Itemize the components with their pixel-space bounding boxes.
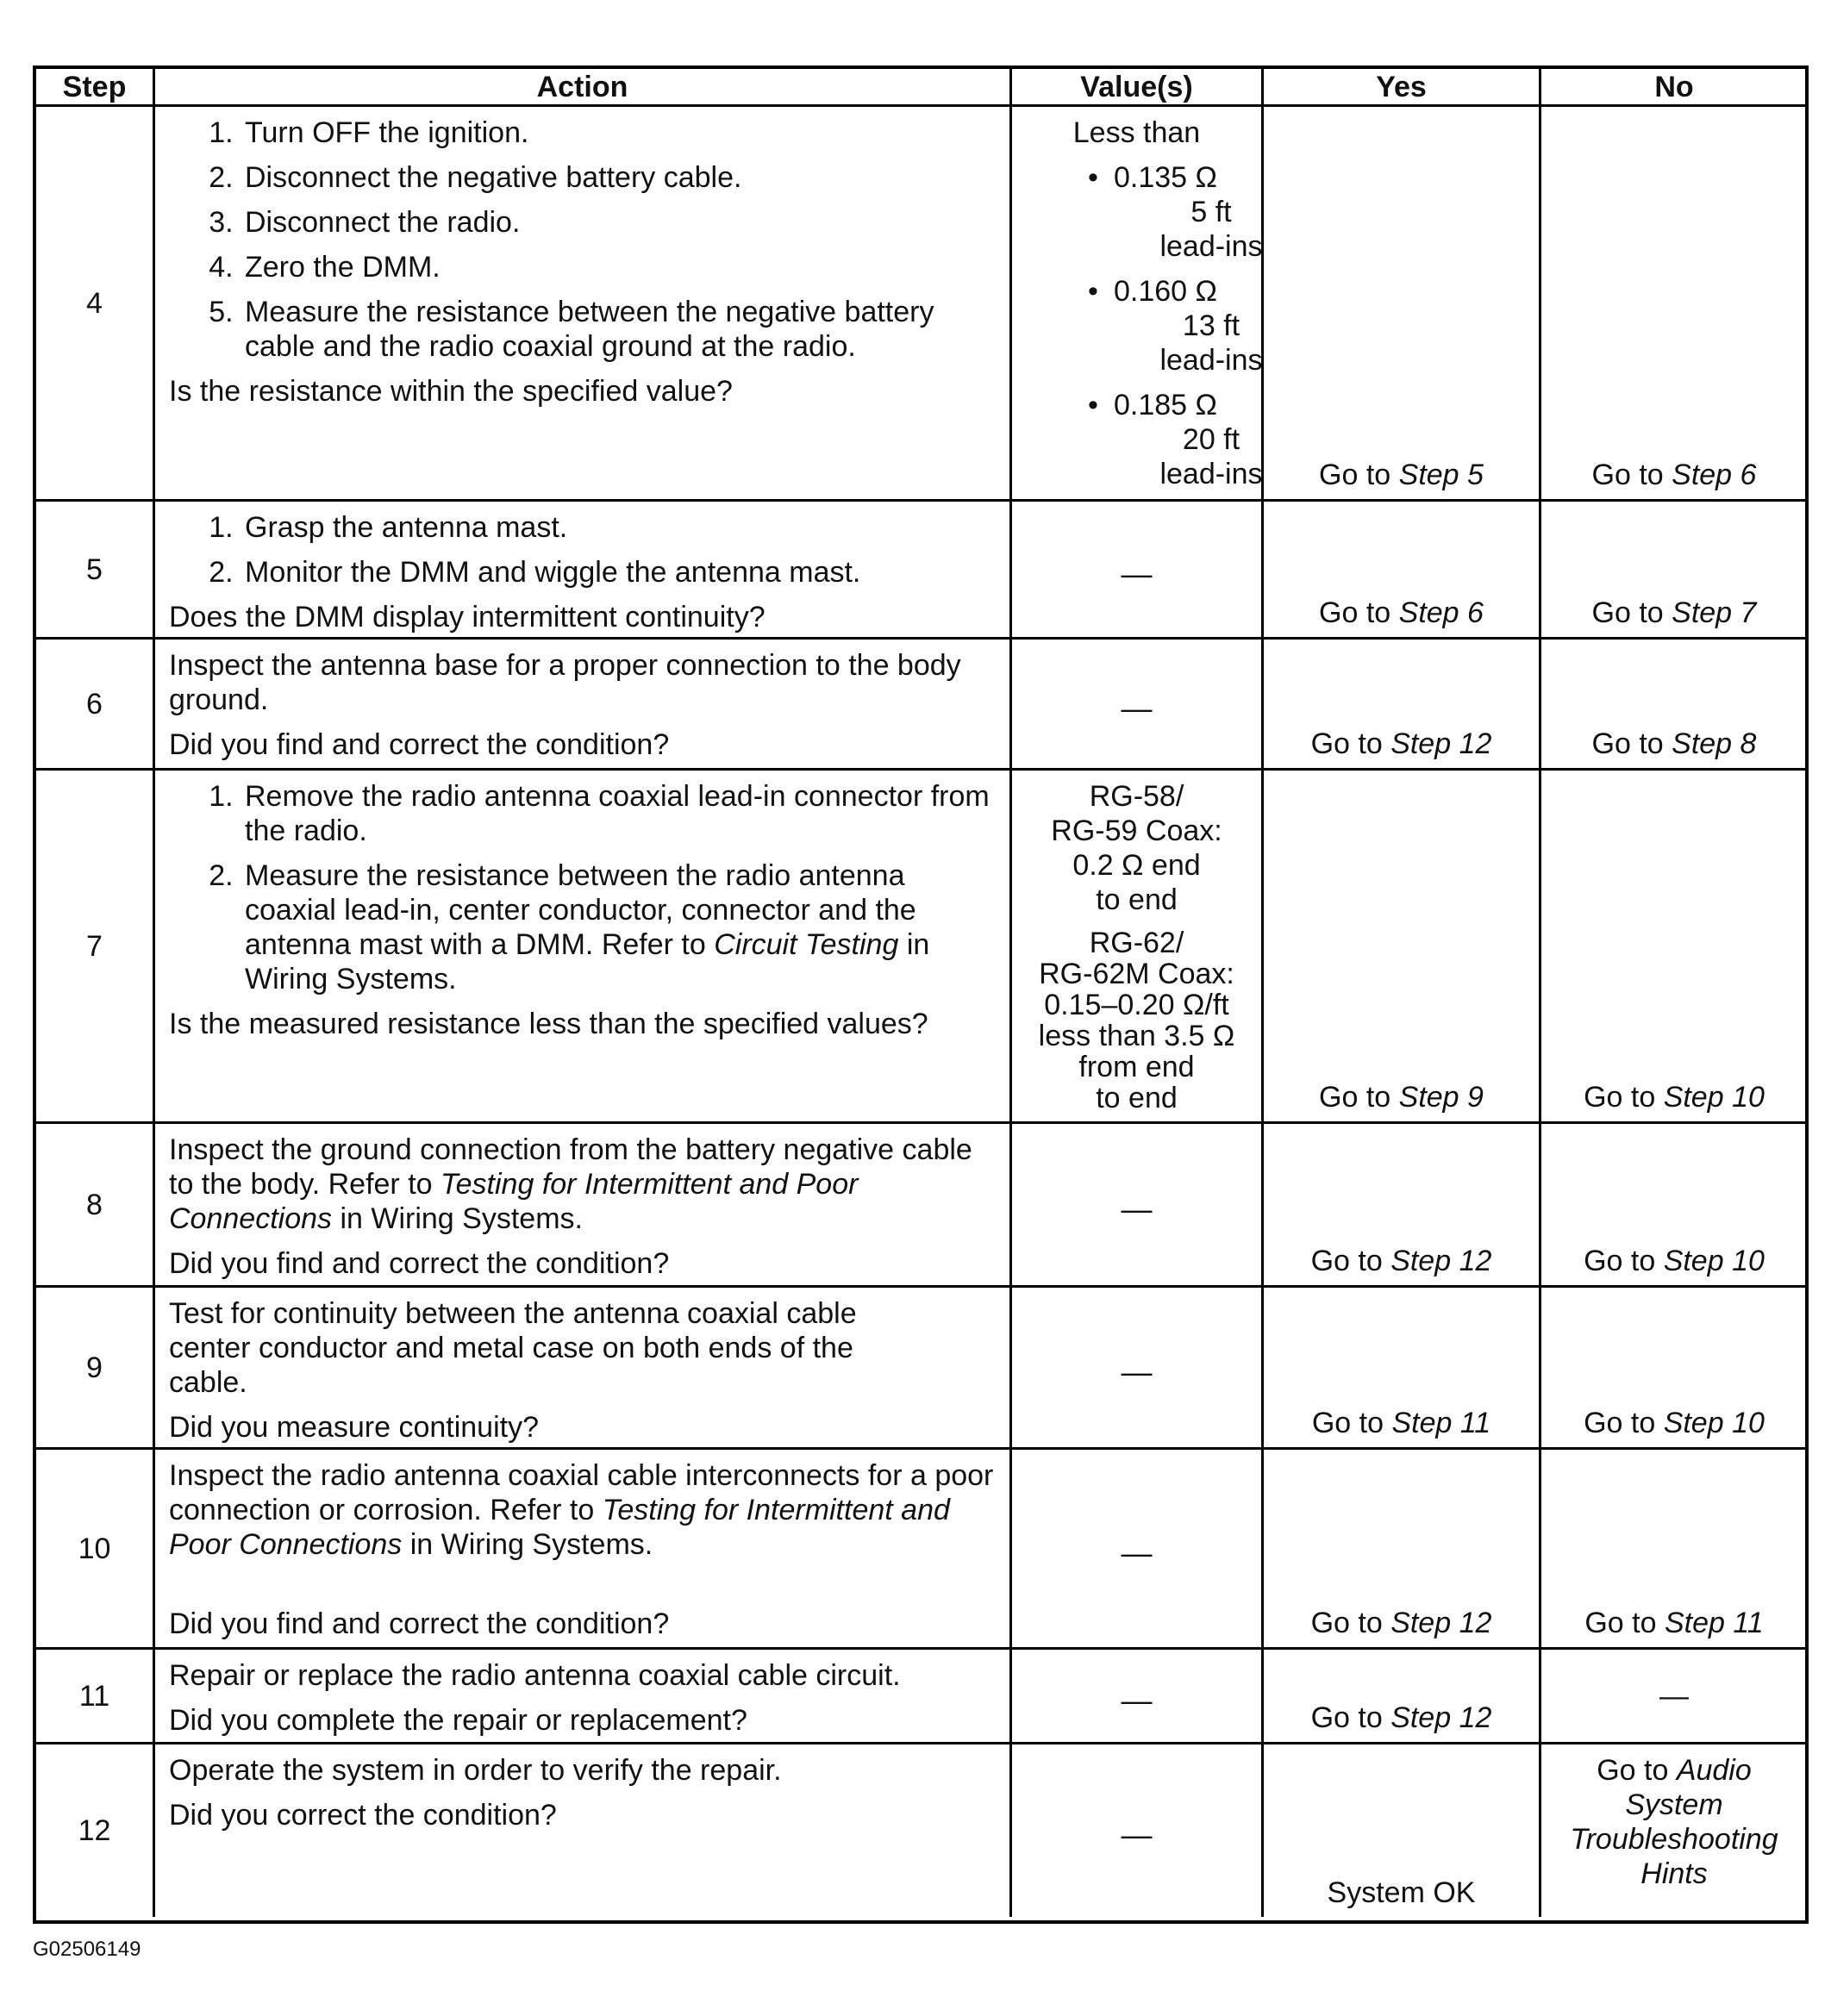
no-cell [1541, 1450, 1807, 1650]
no-cell [1541, 640, 1807, 771]
value-line: from end [1078, 1051, 1195, 1083]
no-cell [1541, 1288, 1807, 1450]
action-cell [155, 771, 1012, 1124]
no-step-link: Step 10 [1663, 1081, 1765, 1114]
no-cell [1541, 1744, 1807, 1917]
yes-step-link: Step 9 [1398, 1081, 1484, 1114]
yes-step-link: Step 12 [1390, 727, 1492, 760]
no-cell [1541, 1124, 1807, 1288]
yes-cell [1264, 107, 1541, 502]
action-question: Is the measured resistance less than the specified values? [169, 1008, 928, 1040]
no-prefix: Go to [1597, 1754, 1677, 1787]
action-item: 1. Remove the radio antenna coaxial lead-in connector from the radio. [241, 779, 997, 848]
spacer [169, 1572, 997, 1607]
action-text: Operate the system in order to verify the repair. [169, 1754, 782, 1787]
yes-cell [1264, 1288, 1541, 1450]
no-prefix: Go to [1584, 1245, 1664, 1277]
action-list [169, 510, 997, 590]
yes-cell: System OK [1264, 1744, 1541, 1917]
value-unit: lead-ins [1159, 344, 1263, 377]
step-number: 6 [36, 640, 155, 771]
yes-step-link: Step 12 [1390, 1245, 1492, 1277]
value-cell: — [1012, 1744, 1264, 1917]
value-line: less than 3.5 Ω [1038, 1020, 1235, 1052]
value-cell: — [1012, 640, 1264, 771]
no-step-link: Step 10 [1663, 1407, 1765, 1439]
action-text: Repair or replace the radio antenna coaxial cable circuit. [169, 1659, 901, 1692]
step-number: 10 [36, 1450, 155, 1650]
action-item: 3. Disconnect the radio. [241, 205, 997, 240]
action-cell [155, 1124, 1012, 1288]
value-block [1019, 779, 1254, 917]
action-cell [155, 1650, 1012, 1744]
value-unit: lead-ins [1159, 458, 1263, 490]
value-cell: — [1012, 502, 1264, 640]
step-number: 12 [36, 1744, 155, 1917]
action-question: Did you correct the condition? [169, 1799, 557, 1832]
yes-prefix: Go to [1319, 459, 1399, 491]
value-cell [1012, 107, 1264, 502]
value-block [1019, 927, 1254, 1114]
no-prefix: Go to [1584, 1607, 1665, 1639]
value-unit: lead-ins [1159, 230, 1263, 263]
action-cell [155, 1450, 1012, 1650]
yes-prefix: Go to [1310, 1701, 1391, 1734]
value-intro: Less than [1072, 116, 1201, 149]
no-prefix: Go to [1591, 459, 1672, 491]
action-text: Inspect the antenna base for a proper connection to the body ground. [169, 649, 961, 716]
header-no: No [1541, 69, 1807, 107]
yes-prefix: Go to [1319, 1081, 1399, 1114]
value-cell: — [1012, 1650, 1264, 1744]
value-cell: — [1012, 1450, 1264, 1650]
action-question: Did you complete the repair or replacement? [169, 1704, 747, 1737]
step-number: 4 [36, 107, 155, 502]
yes-cell [1264, 1124, 1541, 1288]
figure-id: G02506149 [33, 1938, 141, 1961]
header-yes: Yes [1264, 69, 1541, 107]
no-step-link: Step 7 [1672, 596, 1757, 629]
header-values: Value(s) [1012, 69, 1264, 107]
value-item [1088, 388, 1263, 491]
reference-link: Testing for Intermittent and Poor Connections [169, 1168, 859, 1235]
no-step-link: Step 10 [1663, 1245, 1765, 1277]
yes-step-link: Step 12 [1390, 1701, 1492, 1734]
step-number: 8 [36, 1124, 155, 1288]
value-length: 13 ft [1182, 309, 1240, 342]
value-ohms: 0.185 Ω [1114, 389, 1217, 421]
value-line: to end [1096, 883, 1178, 916]
no-prefix: Go to [1584, 1407, 1664, 1439]
value-line: to end [1096, 1082, 1178, 1114]
action-text-pre: Inspect the ground connection from the battery negative cable to the body. Refer to [169, 1133, 972, 1201]
action-question: Is the resistance within the specified value? [169, 375, 733, 408]
step-number: 5 [36, 502, 155, 640]
action-cell [155, 502, 1012, 640]
yes-step-link: Step 6 [1398, 596, 1484, 629]
action-question: Did you measure continuity? [169, 1411, 540, 1444]
header-action: Action [155, 69, 1012, 107]
action-cell [155, 1744, 1012, 1917]
yes-prefix: Go to [1310, 727, 1391, 760]
value-ohms: 0.135 Ω [1114, 161, 1217, 194]
action-text: Measure the resistance between the radio antenna coaxial lead-in, center conductor, connector and the antenna mast with a DMM. Refer to [245, 859, 916, 961]
step-number: 11 [36, 1650, 155, 1744]
action-item: 1. Turn OFF the ignition. [241, 115, 997, 150]
action-text: in Wiring Systems. [245, 928, 930, 996]
reference-link: Circuit Testing [714, 928, 899, 961]
value-length: 20 ft [1182, 423, 1240, 456]
bullet-icon: • [1088, 389, 1098, 421]
yes-step-link: Step 5 [1398, 459, 1484, 491]
reference-link: Testing for Intermittent and Poor Connections [169, 1494, 950, 1561]
action-question: Did you find and correct the condition? [169, 1247, 670, 1280]
action-item: 1. Grasp the antenna mast. [241, 510, 997, 545]
action-cell [155, 107, 1012, 502]
diagnostic-table [33, 66, 1809, 1924]
header-step: Step [36, 69, 155, 107]
action-text-post: in Wiring Systems. [332, 1202, 583, 1235]
no-step-link: Step 8 [1672, 727, 1757, 760]
yes-cell [1264, 771, 1541, 1124]
no-cell: — [1541, 1650, 1807, 1744]
bullet-icon: • [1088, 161, 1098, 194]
action-text-post: in Wiring Systems. [402, 1528, 653, 1561]
action-item: 5. Measure the resistance between the negative battery cable and the radio coaxial ground at the radio. [241, 295, 997, 364]
action-question: Does the DMM display intermittent continuity? [169, 601, 766, 634]
action-list [169, 779, 997, 996]
yes-cell [1264, 1650, 1541, 1744]
yes-cell [1264, 1450, 1541, 1650]
action-text: Test for continuity between the antenna coaxial cable center conductor and metal case on both ends of the cable. [169, 1297, 857, 1399]
yes-prefix: Go to [1310, 1245, 1391, 1277]
action-item [241, 858, 997, 996]
value-cell: — [1012, 1288, 1264, 1450]
yes-step-link: Step 11 [1391, 1407, 1491, 1439]
value-list [1019, 160, 1263, 491]
action-text-pre: Inspect the radio antenna coaxial cable interconnects for a poor connection or corrosion. Refer to [169, 1459, 994, 1526]
action-question: Did you find and correct the condition? [169, 1607, 670, 1640]
no-cell [1541, 502, 1807, 640]
yes-prefix: Go to [1319, 596, 1399, 629]
action-item: 4. Zero the DMM. [241, 250, 997, 284]
value-line: RG-62M Coax: [1039, 958, 1234, 990]
yes-prefix: Go to [1310, 1607, 1391, 1639]
bullet-icon: • [1088, 275, 1098, 308]
no-reference-link: Audio System Troubleshooting Hints [1570, 1754, 1778, 1890]
yes-step-link: Step 12 [1390, 1607, 1492, 1639]
value-cell [1012, 771, 1264, 1124]
no-step-link: Step 6 [1672, 459, 1757, 491]
action-text [169, 1458, 997, 1562]
no-prefix: Go to [1584, 1081, 1664, 1114]
action-question: Did you find and correct the condition? [169, 728, 670, 761]
action-list [169, 115, 997, 364]
no-cell [1541, 771, 1807, 1124]
step-number: 7 [36, 771, 155, 1124]
value-line: RG-58/ [1089, 780, 1184, 813]
yes-cell [1264, 640, 1541, 771]
value-cell: — [1012, 1124, 1264, 1288]
action-item: 2. Disconnect the negative battery cable. [241, 160, 997, 195]
no-cell [1541, 107, 1807, 502]
action-text [169, 1133, 997, 1236]
value-ohms: 0.160 Ω [1114, 275, 1217, 308]
action-cell [155, 1288, 1012, 1450]
action-cell [155, 640, 1012, 771]
value-length: 5 ft [1190, 196, 1232, 228]
step-number: 9 [36, 1288, 155, 1450]
value-line: 0.2 Ω end [1072, 849, 1201, 882]
yes-prefix: Go to [1311, 1407, 1392, 1439]
value-line: 0.15–0.20 Ω/ft [1044, 989, 1229, 1021]
no-prefix: Go to [1591, 727, 1672, 760]
action-item: 2. Monitor the DMM and wiggle the antenna mast. [241, 555, 997, 590]
value-item [1088, 160, 1263, 264]
value-item [1088, 274, 1263, 378]
no-step-link: Step 11 [1664, 1607, 1764, 1639]
yes-cell [1264, 502, 1541, 640]
no-prefix: Go to [1591, 596, 1672, 629]
value-line: RG-59 Coax: [1051, 815, 1222, 847]
value-line: RG-62/ [1089, 927, 1184, 959]
